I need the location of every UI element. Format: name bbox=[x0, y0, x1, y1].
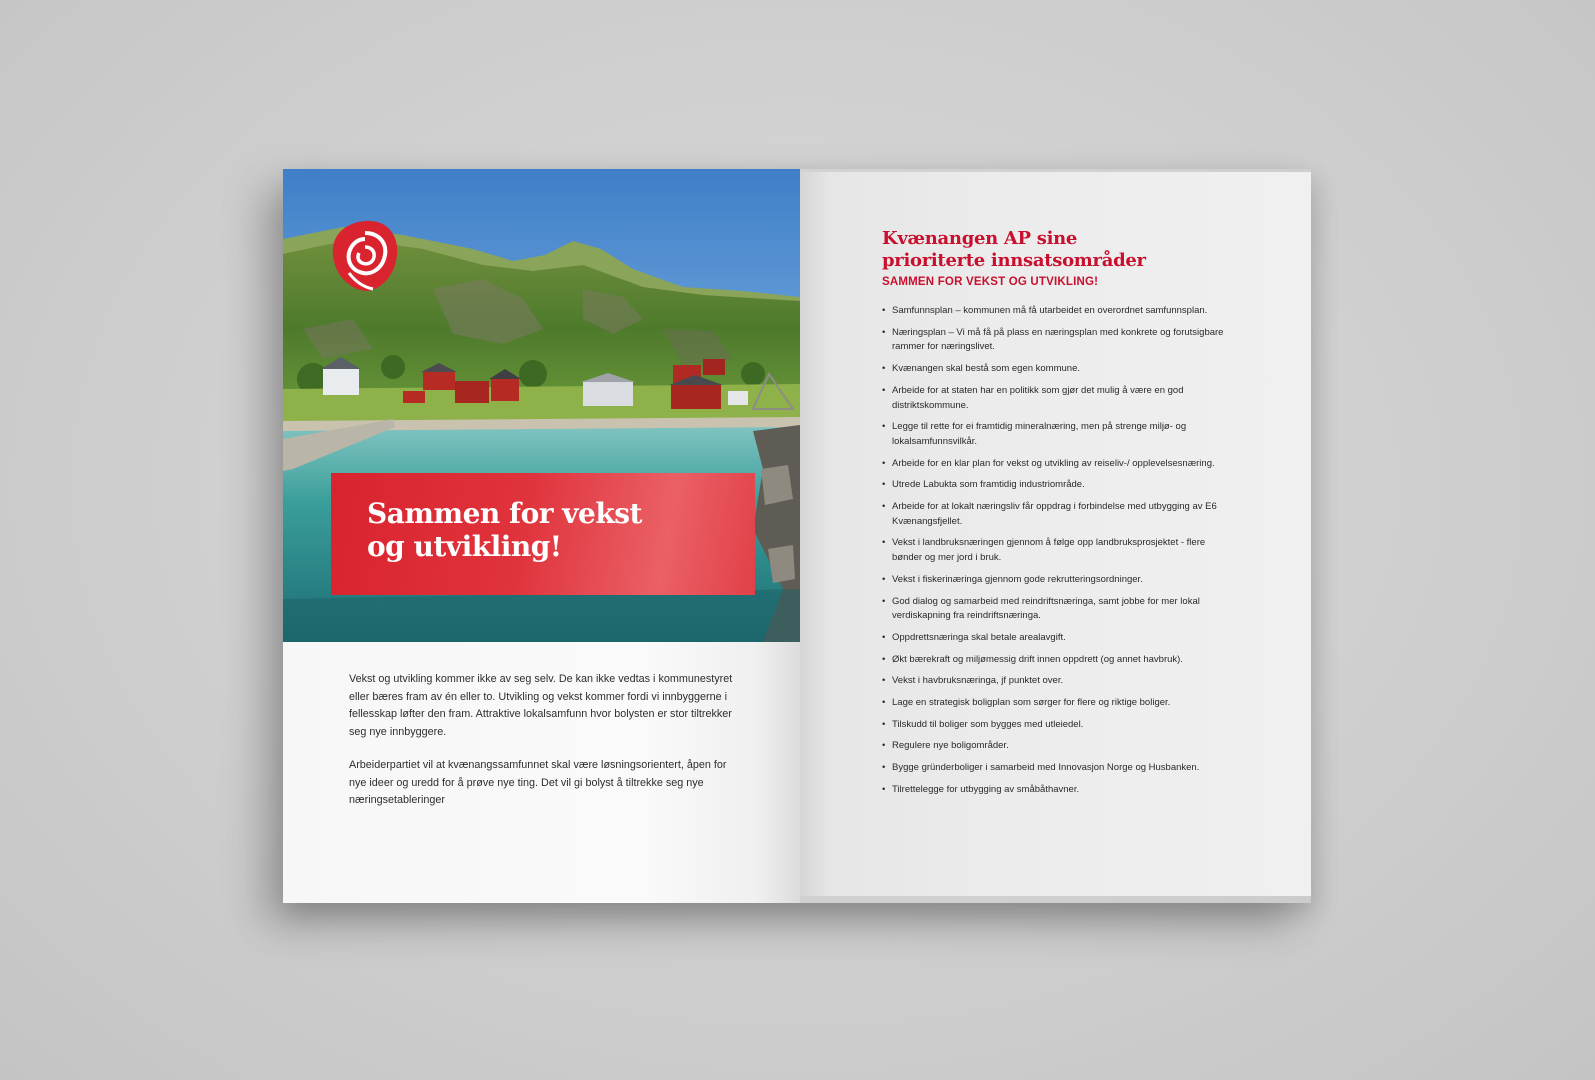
list-item: • Lage en strategisk boligplan som sørger for flere og riktige boliger. bbox=[882, 696, 1232, 711]
title-banner bbox=[331, 473, 755, 595]
list-item: • Vekst i landbruksnæringen gjennom å følge opp landbruksprosjektet - flere bønder og mer jord i bruk. bbox=[882, 536, 1232, 565]
list-item: • Tilrettelegge for utbygging av småbåthavner. bbox=[882, 783, 1232, 798]
list-item: • Arbeide for at staten har en politikk som gjør det mulig å være en god distriktskommune. bbox=[882, 384, 1232, 413]
banner-title: Sammen for vekst og utvikling! bbox=[367, 497, 642, 563]
intro-paragraph: Arbeiderpartiet vil at kvænangssamfunnet skal være løsningsorientert, åpen for nye ideer og uredd for å prøve nye ting. Det vil gi bolyst å tiltrekke seg nye næringsetableringer bbox=[349, 759, 727, 806]
list-item: • Arbeide for at lokalt næringsliv får oppdrag i forbindelse med utbygging av E6 Kvænangsfjellet. bbox=[882, 500, 1232, 529]
list-item: • Bygge gründerboliger i samarbeid med Innovasjon Norge og Husbanken. bbox=[882, 761, 1232, 776]
list-item: • Oppdrettsnæringa skal betale arealavgift. bbox=[882, 631, 1232, 646]
brochure-spread bbox=[283, 169, 1311, 903]
intro-text bbox=[349, 671, 739, 826]
section-title-line2: prioriterte innsatsområder bbox=[882, 250, 1146, 271]
list-item: • Samfunnsplan – kommunen må få utarbeidet en overordnet samfunnsplan. bbox=[882, 304, 1232, 319]
list-item: • Vekst i havbruksnæringa, jf punktet over. bbox=[882, 674, 1232, 689]
list-item: • Legge til rette for ei framtidig mineralnæring, men på strenge miljø- og lokalsamfunnsvilkår. bbox=[882, 420, 1232, 449]
list-item: • Næringsplan – Vi må få på plass en næringsplan med konkrete og forutsigbare rammer for næringslivet. bbox=[882, 326, 1232, 355]
list-item: • God dialog og samarbeid med reindriftsnæringa, samt jobbe for mer lokal verdiskapning fra reindriftsnæringa. bbox=[882, 595, 1232, 624]
section-title bbox=[882, 228, 1292, 272]
list-item: • Utrede Labukta som framtidig industriområde. bbox=[882, 478, 1232, 493]
list-item: • Regulere nye boligområder. bbox=[882, 739, 1232, 754]
left-page bbox=[283, 169, 800, 903]
list-item: • Vekst i fiskerinæringa gjennom gode rekrutteringsordninger. bbox=[882, 573, 1232, 588]
fjord-village-photo bbox=[283, 169, 800, 642]
right-page bbox=[800, 172, 1311, 896]
section-title-line1: Kvænangen AP sine bbox=[882, 228, 1078, 249]
priorities-section bbox=[882, 228, 1292, 805]
rose-logo-icon bbox=[329, 217, 401, 295]
intro-paragraph: Vekst og utvikling kommer ikke av seg selv. De kan ikke vedtas i kommunestyret eller bæres fram av én eller to. Utvikling og vekst kommer fordi vi innbyggerne i fellesskap løfter den fram. Attraktive lokalsamfunn hvor bolysten er stor tiltrekker seg nye innbyggere. bbox=[349, 673, 733, 738]
list-item: • Økt bærekraft og miljømessig drift innen oppdrett (og annet havbruk). bbox=[882, 653, 1232, 668]
list-item: • Kvænangen skal bestå som egen kommune. bbox=[882, 362, 1232, 377]
list-item: • Tilskudd til boliger som bygges med utleiedel. bbox=[882, 718, 1232, 733]
priority-list bbox=[882, 304, 1292, 798]
section-subtitle: SAMMEN FOR VEKST OG UTVIKLING! bbox=[882, 276, 1099, 288]
list-item: • Arbeide for en klar plan for vekst og utvikling av reiseliv-/ opplevelsesnæring. bbox=[882, 457, 1232, 472]
